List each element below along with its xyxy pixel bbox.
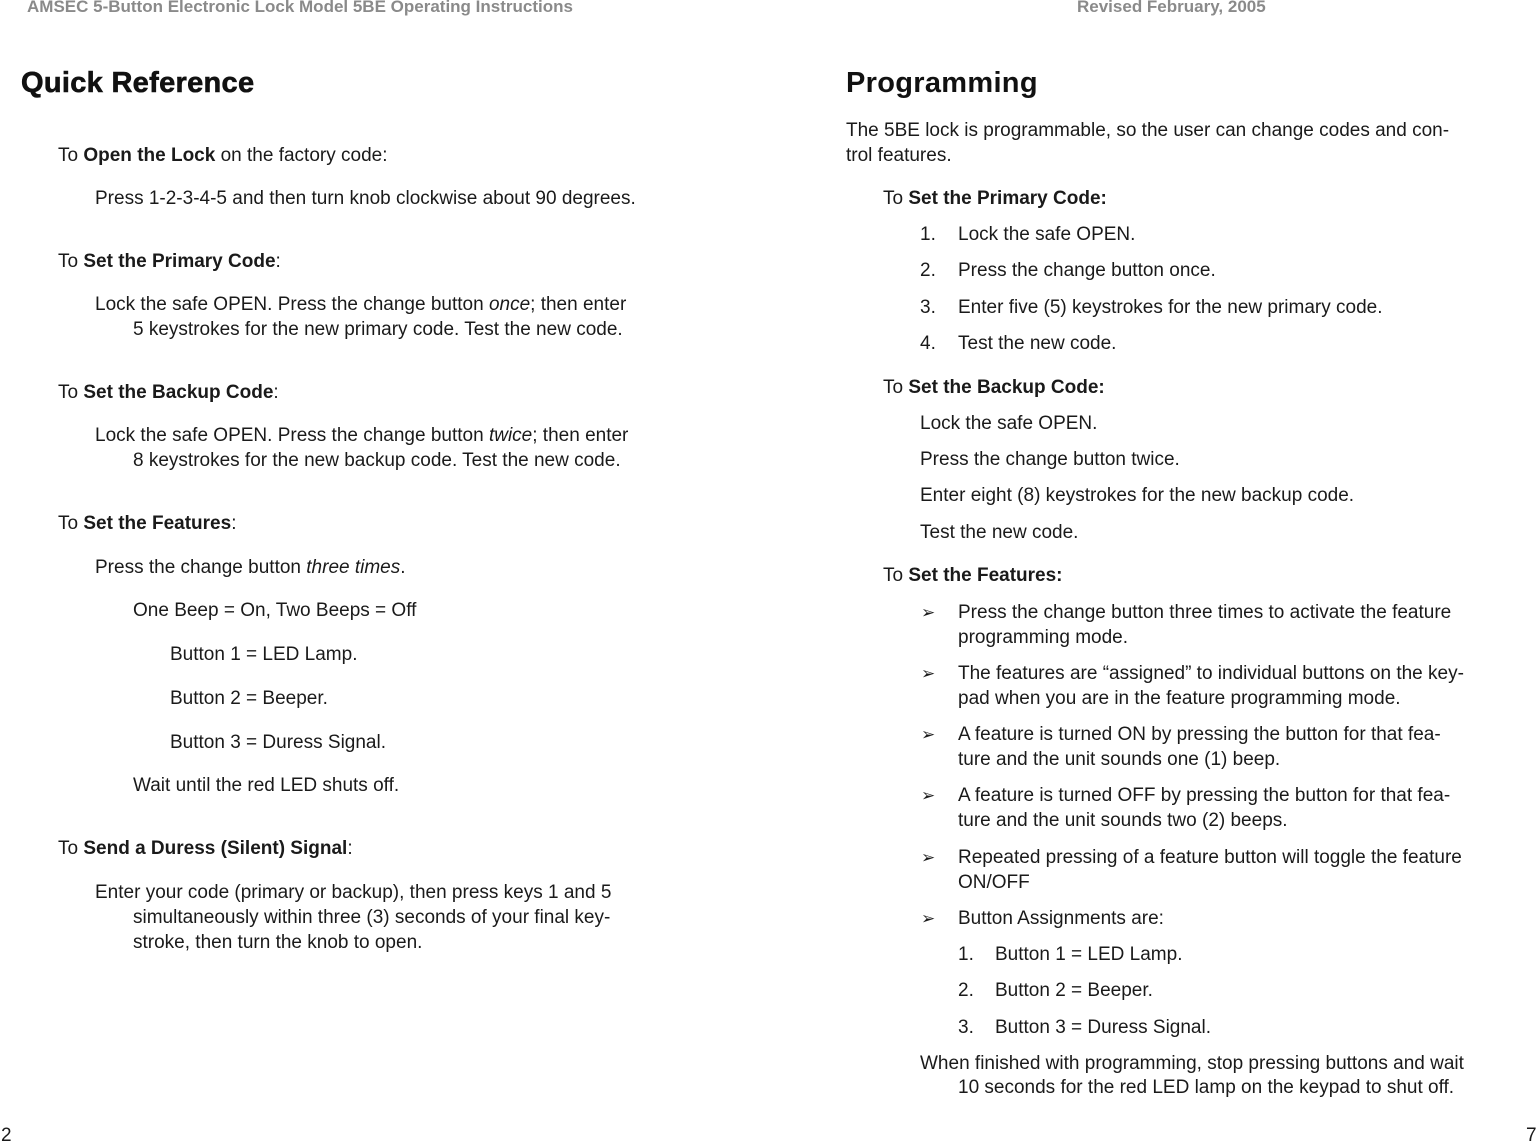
duress-line-3: stroke, then turn the knob to open. [133, 932, 423, 953]
assignment-text: Button 3 = Duress Signal. [995, 1017, 1211, 1038]
backup-step: Enter eight (8) keystrokes for the new backup code. [920, 485, 1355, 506]
page-number-left: 2 [1, 1125, 12, 1146]
arrowhead-bullet-icon: ➢ [921, 909, 936, 928]
primary-step-num: 1. [920, 224, 936, 245]
feature-bullet-line: A feature is turned OFF by pressing the button for that fea- [958, 785, 1451, 806]
primary-step-num: 2. [920, 260, 936, 281]
header-left-title: AMSEC 5-Button Electronic Lock Model 5BE Operating Instructions [27, 0, 573, 16]
finish-line-2: 10 seconds for the red LED lamp on the keypad to shut off. [958, 1077, 1455, 1098]
backup-step: Test the new code. [920, 522, 1079, 543]
header-revision-date: Revised February, 2005 [1077, 0, 1266, 16]
feature-bullet-line: A feature is turned ON by pressing the button for that fea- [958, 724, 1441, 745]
primary-step-text: Lock the safe OPEN. [958, 224, 1136, 245]
quick-reference-title: Quick Reference [21, 67, 255, 99]
feature-bullet-line: ture and the unit sounds two (2) beeps. [958, 810, 1288, 831]
open-lock-heading: To Open the Lock on the factory code: [58, 145, 388, 166]
primary-code-line-2: 5 keystrokes for the new primary code. Test the new code. [133, 319, 623, 340]
features-heading: To Set the Features: [58, 513, 237, 534]
page-number-right: 7 [1526, 1125, 1537, 1146]
features-button-3: Button 3 = Duress Signal. [170, 732, 386, 753]
feature-bullet-line: Button Assignments are: [958, 908, 1164, 929]
arrowhead-bullet-icon: ➢ [921, 848, 936, 867]
assignment-text: Button 1 = LED Lamp. [995, 944, 1183, 965]
features-line-1: Press the change button three times. [95, 557, 406, 578]
feature-bullet-line: pad when you are in the feature programming mode. [958, 688, 1401, 709]
duress-heading: To Send a Duress (Silent) Signal: [58, 838, 353, 859]
arrowhead-bullet-icon: ➢ [921, 664, 936, 683]
primary-step-text: Press the change button once. [958, 260, 1216, 281]
arrowhead-bullet-icon: ➢ [921, 603, 936, 622]
primary-step-num: 3. [920, 297, 936, 318]
finish-line-1: When finished with programming, stop pressing buttons and wait [920, 1053, 1464, 1074]
backup-code-line-1: Lock the safe OPEN. Press the change button twice; then enter [95, 425, 629, 446]
intro-line-1: The 5BE lock is programmable, so the user can change codes and con- [846, 120, 1450, 141]
feature-bullet-line: Repeated pressing of a feature button will toggle the feature [958, 847, 1462, 868]
assignment-text: Button 2 = Beeper. [995, 980, 1153, 1001]
duress-line-2: simultaneously within three (3) seconds of your final key- [133, 907, 611, 928]
feature-bullet-line: The features are “assigned” to individual buttons on the key- [958, 663, 1464, 684]
backup-step: Press the change button twice. [920, 449, 1180, 470]
programming-title: Programming [846, 67, 1038, 99]
feature-bullet-line: programming mode. [958, 627, 1129, 648]
primary-code-line-1: Lock the safe OPEN. Press the change button once; then enter [95, 294, 627, 315]
backup-code-line-2: 8 keystrokes for the new backup code. Test the new code. [133, 450, 621, 471]
set-primary-heading: To Set the Primary Code: [883, 188, 1107, 209]
arrowhead-bullet-icon: ➢ [921, 725, 936, 744]
features-wait: Wait until the red LED shuts off. [133, 775, 400, 796]
primary-step-text: Enter five (5) keystrokes for the new primary code. [958, 297, 1383, 318]
assignment-num: 1. [958, 944, 974, 965]
features-button-1: Button 1 = LED Lamp. [170, 644, 358, 665]
primary-step-text: Test the new code. [958, 333, 1117, 354]
assignment-num: 2. [958, 980, 974, 1001]
primary-code-heading: To Set the Primary Code: [58, 251, 281, 272]
set-features-heading: To Set the Features: [883, 565, 1063, 586]
backup-code-heading: To Set the Backup Code: [58, 382, 279, 403]
arrowhead-bullet-icon: ➢ [921, 786, 936, 805]
primary-step-num: 4. [920, 333, 936, 354]
feature-bullet-line: Press the change button three times to activate the feature [958, 602, 1452, 623]
intro-line-2: trol features. [846, 145, 952, 166]
open-lock-instruction: Press 1-2-3-4-5 and then turn knob clockwise about 90 degrees. [95, 188, 636, 209]
backup-step: Lock the safe OPEN. [920, 413, 1098, 434]
feature-bullet-line: ON/OFF [958, 872, 1030, 893]
duress-line-1: Enter your code (primary or backup), then press keys 1 and 5 [95, 882, 612, 903]
feature-bullet-line: ture and the unit sounds one (1) beep. [958, 749, 1281, 770]
features-beeps: One Beep = On, Two Beeps = Off [133, 600, 417, 621]
assignment-num: 3. [958, 1017, 974, 1038]
set-backup-heading: To Set the Backup Code: [883, 377, 1105, 398]
features-button-2: Button 2 = Beeper. [170, 688, 328, 709]
